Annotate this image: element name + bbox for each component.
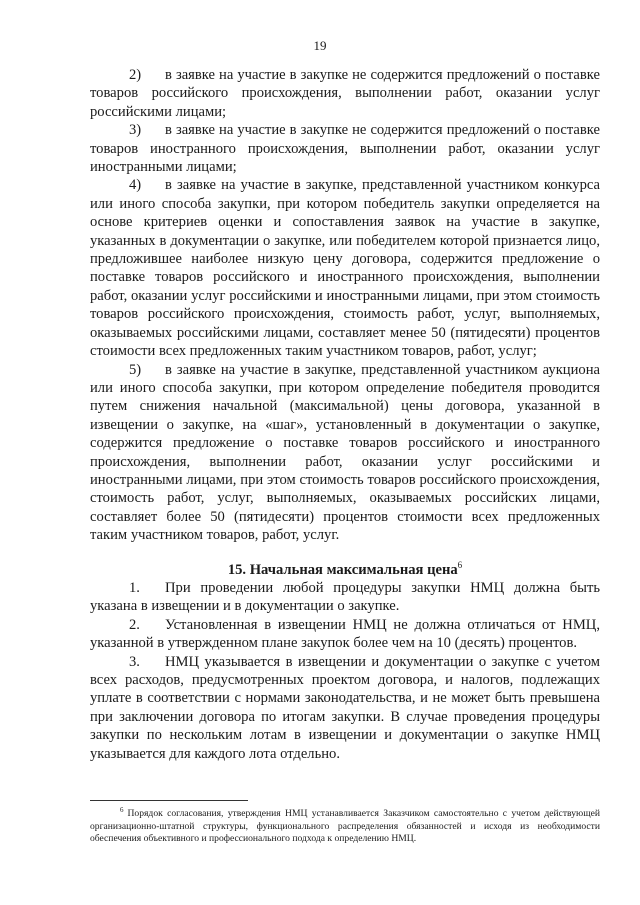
footnote-reference[interactable]: 6: [457, 559, 463, 570]
footnote: [90, 805, 600, 846]
list-item: [90, 121, 600, 176]
page-number: 19: [313, 38, 327, 53]
list-item-number: 5): [129, 361, 142, 378]
list-item-text: в заявке на участие в закупке не содержится предложений о поставке товаров иностранного происхождения, выполнении работ, оказании услуг иностранными лицами;: [90, 122, 600, 176]
section-item-text: НМЦ указывается в извещении и документации о закупке с учетом всех расходов, предусмотренных проектом договора, и налогов, подлежащих уплате в соответствии с нормами законодательства, и не может быть превышена при заключении договора по итогам закупки. В случае проведения процедуры закупки по нескольким лотам в извещении и документации о закупке НМЦ указывается для каждого лота отдельно.: [90, 653, 600, 762]
list-item-number: 4): [129, 177, 142, 194]
list-item-number: 2): [129, 67, 142, 83]
list-item-text: в заявке на участие в закупке не содержится предложений о поставке товаров российского происхождения, выполнении работ, оказании услуг российскими лицами;: [90, 67, 600, 120]
list-item: [90, 176, 600, 360]
section-item-number: 1.: [129, 579, 140, 596]
section-item-number: 3.: [129, 653, 140, 670]
section-item-number: 2.: [129, 616, 140, 633]
footnote-text: Порядок согласования, утверждения НМЦ устанавливается Заказчиком самостоятельно с учетом действующей организационно-штатной структуры, функционального распределения обязанностей и исходя из необходимости обеспечения объективного и профессионального подхода к определению НМЦ.: [90, 808, 600, 845]
section-list-item: [90, 616, 600, 653]
list-item-number: 3): [129, 122, 142, 139]
footnote-number: 6: [120, 805, 124, 814]
list-item: [90, 361, 600, 545]
section-list-item: [90, 579, 600, 616]
section-heading: [90, 561, 600, 579]
section-item-text: При проведении любой процедуры закупки НМЦ должна быть указана в извещении и в документации о закупке.: [90, 579, 600, 615]
document-body: [90, 66, 600, 763]
section-list-item: [90, 653, 600, 763]
list-item: [90, 66, 600, 121]
section-title: 15. Начальная максимальная цена: [227, 561, 458, 578]
list-item-text: в заявке на участие в закупке, представленной участником аукциона или иного способа закупки, при котором определение победителя проводится путем снижения начальной (максимальной) цены договора, указанной в извещении о закупке, на «шаг», установленный в документации о закупке, содержится предложение о поставке товаров российского и иностранного происхождения, выполнении работ, оказании услуг российскими и иностранными лицами, при этом стоимость товаров российского происхождения, стоимость работ, услуг, выполняемых, оказываемых российских лицами, составляет более 50 (пятидесяти) процентов стоимости всех предложенных таким участником товаров, работ, услуг.: [90, 361, 600, 544]
footnote-divider: [90, 800, 248, 801]
list-item-text: в заявке на участие в закупке, представленной участником конкурса или иного способа закупки, при котором победитель закупки определяется на основе критериев оценки и сопоставления заявок на участие в закупке, указанных в документации о закупке, или победителем которой признается лицо, предложившее наиболее низкую цену договора, содержится предложение о поставке товаров российского и иностранного происхождения, выполнении работ, оказании услуг российскими и иностранными лицами, при этом стоимость товаров российского происхождения, стоимость работ, услуг, выполняемых, оказываемых российскими лицами, составляет менее 50 (пятидесяти) процентов стоимости всех предложенных таким участником товаров, работ, услуг;: [90, 177, 600, 360]
section-item-text: Установленная в извещении НМЦ не должна отличаться от НМЦ, указанной в утвержденном плане закупок более чем на 10 (десять) процентов.: [90, 616, 600, 652]
